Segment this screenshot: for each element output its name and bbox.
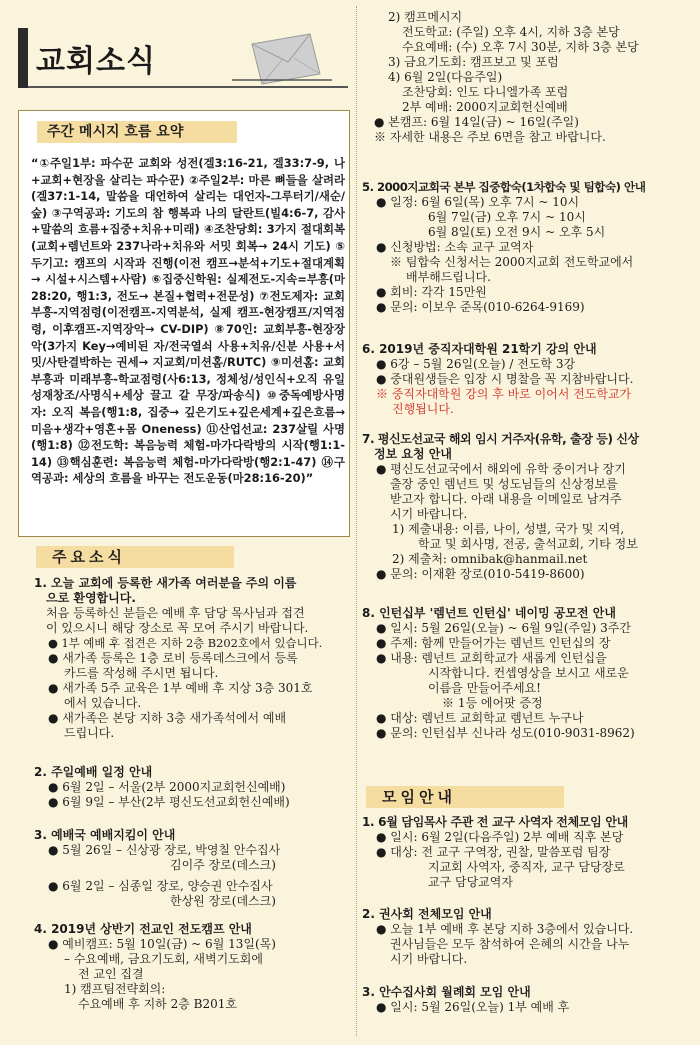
notice-1-bullet-4: ● 새가족은 본당 지하 3층 새가족석에서 예배 bbox=[48, 711, 287, 725]
notice-7-text-2: 출장 중인 렘넌트 및 성도님들의 신상정보를 bbox=[390, 477, 618, 491]
notice-8-content-2: 시작합니다. 컨셉영상을 보시고 새로운 bbox=[428, 666, 629, 680]
notice-7-submit-content-cont: 학교 및 회사명, 전공, 출석교회, 기타 정보 bbox=[418, 537, 638, 551]
meeting-1-target-2: 지교회 사역자, 중직자, 교구 담당장로 bbox=[428, 860, 625, 874]
weekly-message-summary bbox=[18, 110, 350, 537]
camp-message-wednesday: 수요예배: (수) 오후 7시 30분, 지하 3층 본당 bbox=[402, 40, 639, 54]
notice-1 bbox=[34, 576, 352, 741]
notice-8-content: ● 내용: 렘넌트 교회학교가 새롭게 인턴십을 bbox=[376, 651, 607, 665]
column-divider bbox=[356, 6, 357, 1036]
meeting-1-time: ● 일시: 6월 2일(다음주일) 2부 예배 직후 본당 bbox=[376, 830, 624, 844]
notice-5-contact: ● 문의: 이보우 준목(010-6264-9169) bbox=[376, 300, 585, 314]
notice-2-bullet-2: ● 6월 9일 – 부산(2부 평신도선교회헌신예배) bbox=[48, 795, 290, 809]
notice-7-heading-cont: 정보 요청 안내 bbox=[374, 447, 452, 461]
notice-7-submit-to: 2) 제출처: omnibak@hanmail.net bbox=[392, 552, 588, 566]
notice-5-schedule-3: 6월 8일(토) 오전 9시 ~ 오후 5시 bbox=[428, 225, 606, 239]
envelope-icon bbox=[232, 30, 336, 86]
friday-prayer: 3) 금요기도회: 캠프보고 및 포럼 bbox=[388, 55, 559, 69]
notice-8-theme: ● 주제: 함께 만들어가는 렘넌트 인턴십의 장 bbox=[376, 636, 611, 650]
notice-4-continued bbox=[374, 10, 696, 145]
notice-8-target: ● 대상: 렘넌트 교회학교 렘넌트 누구나 bbox=[376, 711, 584, 725]
notice-6-red-note: ※ 중직자대학원 강의 후 바로 이어서 전도학교가 bbox=[376, 387, 632, 401]
notice-1-text: 처음 등록하신 분들은 예배 후 담당 목사님과 접견 bbox=[46, 606, 305, 620]
notice-3-heading: 3. 예배국 예배지킴이 안내 bbox=[34, 828, 176, 842]
header-underline bbox=[28, 86, 348, 88]
meeting-1-target: ● 대상: 전 교구 구역장, 권찰, 말씀포럼 팀장 bbox=[376, 845, 611, 859]
notice-4-sub-1-cont: 수요예배 후 지하 2층 B201호 bbox=[78, 997, 237, 1011]
meeting-2-text-2: 권사님들은 모두 참석하여 은혜의 시간을 나누 bbox=[390, 937, 630, 951]
meeting-1-target-3: 교구 담당교역자 bbox=[428, 875, 513, 889]
notice-1-bullet-1: ● 1부 예배 후 접견은 지하 2층 B202호에서 있습니다. bbox=[48, 636, 323, 650]
notice-5-apply-note-cont: 배부해드립니다. bbox=[406, 270, 491, 284]
notice-5-schedule-2: 6월 7일(금) 오후 7시 ~ 10시 bbox=[428, 210, 586, 224]
notice-7-text-4: 시기 바랍니다. bbox=[390, 507, 468, 521]
notice-8-prize: ※ 1등 에어팟 증정 bbox=[442, 696, 543, 710]
meeting-2 bbox=[362, 907, 698, 967]
meeting-2-text-1: ● 오늘 1부 예배 후 본당 지하 3층에서 있습니다. bbox=[376, 922, 634, 936]
notice-1-bullet-2: ● 새가족 등록은 1층 로비 등록데스크에서 등록 bbox=[48, 651, 298, 665]
notice-3-bullet-1: ● 5월 26일 – 신상광 장로, 박영칠 안수집사 bbox=[48, 843, 281, 857]
notice-7-text-1: ● 평신도선교국에서 해외에 유학 중이거나 장기 bbox=[376, 462, 626, 476]
notice-8-period: ● 일시: 5월 26일(오늘) ~ 6월 9일(주일) 3주간 bbox=[376, 621, 631, 635]
notice-2-bullet-1: ● 6월 2일 – 서울(2부 2000지교회헌신예배) bbox=[48, 780, 286, 794]
notice-8-content-3: 이름을 만들어주세요! bbox=[428, 681, 541, 695]
notice-7-text-3: 받고자 합니다. 아래 내용을 이메일로 남겨주 bbox=[390, 492, 622, 506]
notice-5-apply-note: ※ 팀합숙 신청서는 2000지교회 전도학교에서 bbox=[390, 255, 634, 269]
main-news-title: 주요소식 bbox=[36, 546, 234, 568]
notice-1-bullet-3: ● 새가족 5주 교육은 1부 예배 후 지상 3층 301호 bbox=[48, 681, 313, 695]
meeting-1 bbox=[362, 815, 698, 890]
notice-4 bbox=[34, 922, 352, 1012]
june-2-next-sunday: 4) 6월 2일(다음주일) bbox=[388, 70, 503, 84]
notice-5-heading: 5. 2000지교회국 본부 집중합숙(1차합숙 및 팀합숙) 안내 bbox=[362, 180, 646, 194]
notice-5-apply: ● 신청방법: 소속 교구 교역자 bbox=[376, 240, 534, 254]
notice-8-heading: 8. 인턴십부 '렘넌트 인턴십' 네이밍 공모전 안내 bbox=[362, 606, 616, 620]
notice-8-contact: ● 문의: 인턴십부 신나라 성도(010-9031-8962) bbox=[376, 726, 635, 740]
notice-4-bullet-2: – 수요예배, 금요기도회, 새벽기도회에 bbox=[64, 952, 263, 966]
notice-5 bbox=[362, 180, 698, 315]
notice-4-sub-1: 1) 캠프팀전략회의: bbox=[64, 982, 166, 996]
notice-6 bbox=[362, 342, 698, 417]
notice-1-text-cont: 이 있으시니 해당 장소로 꼭 모여 주시기 바랍니다. bbox=[46, 621, 309, 635]
page-header bbox=[18, 28, 348, 90]
camp-message: 2) 캠프메시지 bbox=[388, 10, 463, 24]
notice-2-heading: 2. 주일예배 일정 안내 bbox=[34, 765, 153, 779]
notice-1-bullet-3-cont: 에서 있습니다. bbox=[64, 696, 142, 710]
notice-7 bbox=[362, 432, 698, 582]
notice-4-bullet-2-cont: 전 교인 집결 bbox=[78, 967, 144, 981]
notice-2 bbox=[34, 765, 352, 810]
breakfast-session: 조찬당회: 인도 다니엘가족 포럼 bbox=[402, 85, 569, 99]
main-camp: ● 본캠프: 6월 14일(금) ~ 16일(주일) bbox=[374, 115, 579, 129]
notice-3-bullet-1-cont: 김이주 장로(데스크) bbox=[170, 858, 276, 872]
camp-message-school: 전도학교: (주일) 오후 4시, 지하 3층 본당 bbox=[402, 25, 620, 39]
notice-3-bullet-2: ● 6월 2일 – 심종일 장로, 양승권 안수집사 bbox=[48, 879, 273, 893]
meeting-2-text-3: 시기 바랍니다. bbox=[390, 952, 468, 966]
page-title: 교회소식 bbox=[36, 44, 156, 79]
summary-text: “①주일1부: 파수꾼 교회와 성전(겔3:16-21, 겔33:7-9, 나+교회+현장을 살리는 파수꾼) ②주일2부: 마른 뼈들을 살려라(겔37:1-14, 말씀을 대언하여 살리는 대언자-그루터기/새순/숲) ③구역공과: 기도의 참 행복과 나의 달란트(빌4:6-7, 감사+말씀의 흐름+집중+치유+미래) ④조찬당회: 3가지 절대회복(교회+렘넌트와 237나라+치유와 서밋 회복→ 24시 기도) ⑤두기고: 캠프의 시작과 진행(이전 캠프→분석+기도+절대계획→ 시설+시스템+사람) ⑥집중신학원: 실제전도-지속=부흥(마28:20, 행1:3, 전도→ 본질+협력+전문성) ⑦전도제자: 교회부흥-지역점령(이전캠프-지역분석, 실제 캠프-현장캠프/지역점령, 이후캠프-지역장악→ CV-DIP) ⑧70인: 교회부흥-현장장악(3가지 Key→예비된 자/전국열쇠 사용+치유/신분 사용+서밋/사탄결박하는 권세→ 지교회/미션홈/RUTC) ⑨미션홈: 교회부흥과 미래부흥-학교점령(사6:13, 정체성/성인식+오직 유일성재창조/사명식+세상 끌고 갈 무장/파송식) ⑩중독예방사명자: 오직 복음(행1:8, 집중→ 깊은기도+깊은세계+깊은흐름→미음+생각+영혼+몸 Oneness) ⑪산업선교: 237살릴 사명(행1:8) ⑫전도학: 복음능력 체험-마가다락방의 시작(행1:1-14) ⑬핵심훈련: 복음능력 체험-마가다락방(행2:1-47) ⑭구역공과: 세상의 흐름을 바꾸는 전도운동(마28:16-20)” bbox=[31, 156, 345, 486]
notice-4-heading: 4. 2019년 상반기 전교인 전도캠프 안내 bbox=[34, 922, 252, 936]
notice-6-heading: 6. 2019년 중직자대학원 21학기 강의 안내 bbox=[362, 342, 597, 356]
meeting-3 bbox=[362, 985, 698, 1015]
meeting-1-heading: 1. 6월 담임목사 주관 전 교구 사역자 전체모임 안내 bbox=[362, 815, 628, 829]
right-column bbox=[358, 0, 700, 1045]
notice-6-nametag: ● 중대원생들은 입장 시 명찰을 꼭 지참바랍니다. bbox=[376, 372, 634, 386]
notice-5-fee: ● 회비: 각각 15만원 bbox=[376, 285, 487, 299]
camp-reference-note: ※ 자세한 내용은 주보 6면을 참고 바랍니다. bbox=[374, 130, 606, 144]
notice-3 bbox=[34, 828, 352, 909]
notice-3-bullet-2-cont: 한상원 장로(데스크) bbox=[170, 894, 276, 908]
notice-6-lecture: ● 6강 – 5월 26일(오늘) / 전도학 3강 bbox=[376, 357, 576, 371]
meeting-3-time: ● 일시: 5월 26일(오늘) 1부 예배 후 bbox=[376, 1000, 570, 1014]
summary-title: 주간 메시지 흐름 요약 bbox=[37, 121, 237, 143]
notice-8 bbox=[362, 606, 698, 741]
notice-1-bullet-4-cont: 드립니다. bbox=[64, 726, 115, 740]
notice-1-heading-cont: 으로 환영합니다. bbox=[46, 591, 136, 605]
header-accent-bar bbox=[18, 28, 28, 88]
notice-5-schedule-1: ● 일정: 6월 6일(목) 오후 7시 ~ 10시 bbox=[376, 195, 580, 209]
notice-7-submit-content: 1) 제출내용: 이름, 나이, 성별, 국가 및 지역, bbox=[392, 522, 625, 536]
meeting-section-title: 모임안내 bbox=[366, 786, 564, 808]
notice-6-red-note-cont: 진행됩니다. bbox=[392, 402, 454, 416]
notice-1-heading: 1. 오늘 교회에 등록한 새가족 여러분을 주의 이름 bbox=[34, 576, 297, 590]
notice-7-heading: 7. 평신도선교국 해외 임시 거주자(유학, 출장 등) 신상 bbox=[362, 432, 639, 446]
second-service: 2부 예배: 2000지교회헌신예배 bbox=[402, 100, 568, 114]
notice-1-bullet-2-cont: 카드를 작성해 주시면 됩니다. bbox=[64, 666, 219, 680]
meeting-2-heading: 2. 권사회 전체모임 안내 bbox=[362, 907, 492, 921]
notice-7-contact: ● 문의: 이재환 장로(010-5419-8600) bbox=[376, 567, 585, 581]
meeting-3-heading: 3. 안수집사회 월례회 모임 안내 bbox=[362, 985, 531, 999]
notice-4-bullet-1: ● 예비캠프: 5월 10일(금) ~ 6월 13일(목) bbox=[48, 937, 276, 951]
